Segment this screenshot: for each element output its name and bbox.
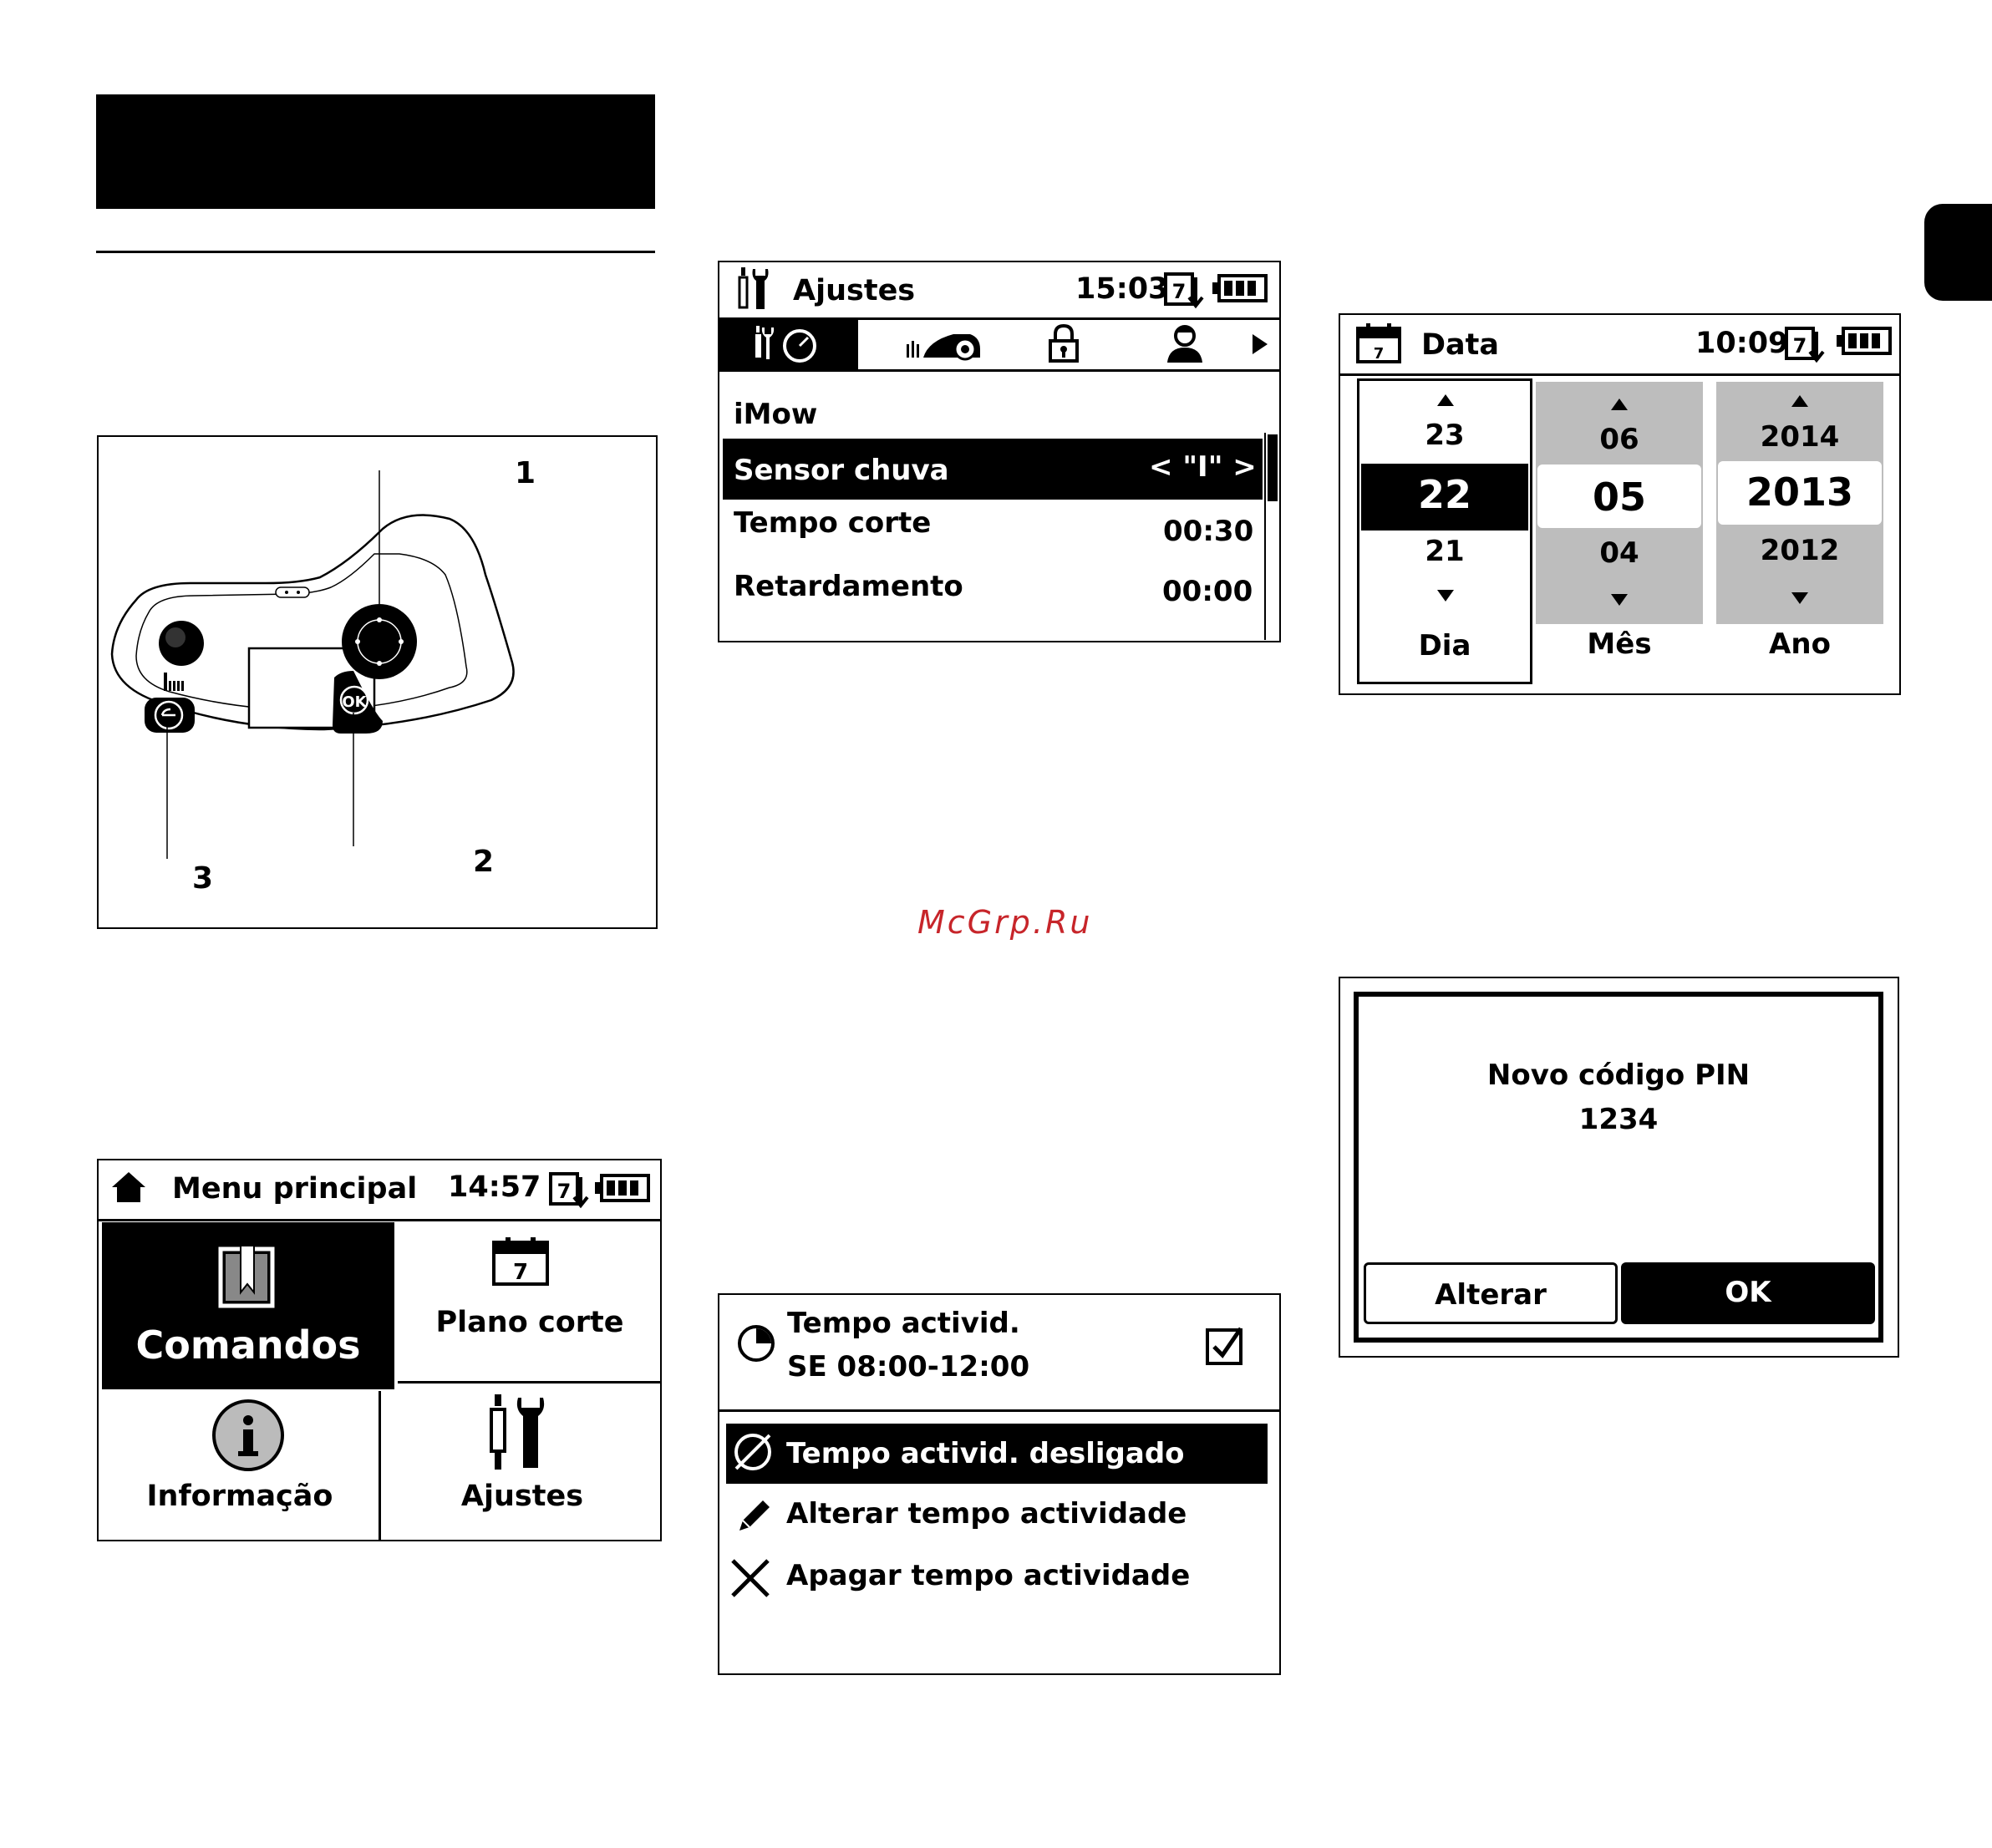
tile-ajustes[interactable] <box>383 1391 662 1540</box>
option-activity-off[interactable] <box>726 1424 1268 1484</box>
day-label: Dia <box>1418 629 1471 663</box>
main-menu-title-bar <box>99 1160 660 1221</box>
activity-header <box>719 1295 1279 1412</box>
clock-icon <box>736 1323 776 1363</box>
settings-scrollbar[interactable] <box>1264 433 1279 640</box>
date-title: Data <box>1421 328 1500 362</box>
activity-time-screen <box>718 1293 1281 1675</box>
option-label: Apagar tempo actividade <box>786 1559 1191 1592</box>
setting-row-tempo-corte[interactable] <box>723 501 1263 558</box>
callout-2: 2 <box>473 845 495 879</box>
calendar-sync-icon <box>1783 323 1825 365</box>
arrow-up-icon[interactable] <box>1436 393 1456 408</box>
day-selected: 22 <box>1417 472 1471 517</box>
change-button[interactable]: Alterar <box>1364 1262 1618 1324</box>
tile-plano-corte[interactable] <box>398 1222 662 1381</box>
svg-text:7: 7 <box>556 1180 572 1203</box>
option-change-activity[interactable] <box>726 1489 1268 1546</box>
setting-value: 00:00 <box>1162 575 1253 608</box>
year-selected: 2013 <box>1746 470 1854 515</box>
arrow-down-icon[interactable] <box>1436 588 1456 603</box>
svg-text:7: 7 <box>512 1260 529 1285</box>
main-menu-title: Menu principal <box>172 1172 418 1206</box>
tools-icon <box>486 1394 558 1471</box>
section-header-bar <box>96 94 655 209</box>
day-above: 23 <box>1425 419 1465 452</box>
option-label: Tempo activid. desligado <box>786 1437 1185 1470</box>
header-rule <box>96 251 655 253</box>
ok-button[interactable]: OK <box>1621 1262 1875 1324</box>
pencil-icon <box>734 1495 775 1536</box>
watermark: McGrp.Ru <box>917 904 1093 941</box>
tab-general-settings[interactable] <box>719 317 858 369</box>
settings-gauge-icon <box>753 326 828 363</box>
tile-informacao[interactable] <box>102 1391 378 1540</box>
tile-plano-corte-label: Plano corte <box>435 1306 624 1339</box>
svg-text:7: 7 <box>1792 334 1807 358</box>
battery-icon <box>1212 274 1268 302</box>
date-column-year[interactable] <box>1716 382 1883 624</box>
date-title-bar <box>1340 315 1899 376</box>
pin-code-screen <box>1339 977 1899 1358</box>
tab-dealer[interactable] <box>1164 322 1206 364</box>
info-icon <box>211 1398 286 1473</box>
chevron-right-icon[interactable] <box>1251 333 1269 356</box>
arrow-down-icon[interactable] <box>1790 591 1810 606</box>
tab-imow[interactable] <box>903 324 987 363</box>
activity-schedule: SE 08:00-12:00 <box>787 1350 1030 1383</box>
year-below: 2012 <box>1760 534 1840 567</box>
tile-comandos[interactable] <box>102 1222 394 1389</box>
checkbox-checked-icon[interactable] <box>1204 1325 1246 1367</box>
tile-informacao-label: Informação <box>146 1480 333 1513</box>
settings-screen <box>718 261 1281 642</box>
battery-icon <box>595 1174 650 1202</box>
main-menu-clock: 14:57 <box>448 1170 541 1204</box>
setting-row-sensor-chuva[interactable] <box>723 439 1263 500</box>
setting-row-retardamento[interactable] <box>723 561 1263 618</box>
tab-security[interactable] <box>1047 324 1080 363</box>
settings-title: Ajustes <box>793 274 916 307</box>
month-selected: 05 <box>1592 475 1646 520</box>
setting-label: Tempo corte <box>734 506 932 540</box>
scrollbar-thumb[interactable] <box>1268 434 1278 501</box>
tile-divider-h <box>398 1381 662 1383</box>
settings-title-bar <box>719 262 1279 320</box>
date-column-month[interactable] <box>1536 382 1703 624</box>
callout-3: 3 <box>192 861 214 896</box>
svg-text:7: 7 <box>1171 280 1187 303</box>
lock-icon <box>1047 324 1080 363</box>
book-icon <box>217 1246 276 1309</box>
tile-comandos-label: Comandos <box>135 1323 361 1368</box>
option-delete-activity[interactable] <box>726 1551 1268 1607</box>
calendar-icon <box>491 1237 550 1286</box>
settings-section-title: iMow <box>734 398 818 431</box>
pin-value: 1234 <box>1578 1103 1659 1136</box>
pin-message: Novo código PIN <box>1486 1059 1751 1092</box>
tools-icon <box>738 267 771 311</box>
setting-value: 00:30 <box>1163 515 1254 548</box>
month-below: 04 <box>1599 536 1639 570</box>
month-label: Mês <box>1587 627 1652 661</box>
control-dial <box>342 604 417 679</box>
arrow-up-icon[interactable] <box>1790 393 1810 409</box>
battery-icon <box>1837 327 1892 355</box>
settings-tab-strip <box>719 317 1279 372</box>
calendar-icon <box>1355 323 1402 363</box>
svg-text:7: 7 <box>1373 345 1385 363</box>
close-icon <box>729 1557 771 1599</box>
year-above: 2014 <box>1760 420 1840 454</box>
date-screen <box>1339 313 1901 695</box>
calendar-sync-icon <box>547 1169 589 1211</box>
clock-off-icon <box>731 1430 775 1474</box>
page-side-tab <box>1924 204 1992 301</box>
home-icon <box>110 1170 147 1204</box>
settings-clock: 15:03 <box>1075 272 1169 306</box>
date-clock: 10:09 <box>1695 327 1789 360</box>
option-label: Alterar tempo actividade <box>786 1497 1187 1531</box>
tile-divider-v <box>379 1391 381 1541</box>
mower-icon <box>903 324 987 363</box>
setting-label: Retardamento <box>734 570 963 603</box>
callout-1: 1 <box>515 456 536 490</box>
arrow-down-icon[interactable] <box>1609 592 1629 607</box>
main-menu-screen <box>97 1159 662 1541</box>
pin-dialog <box>1354 992 1883 1343</box>
date-column-day[interactable] <box>1357 378 1532 684</box>
setting-label: Sensor chuva <box>734 454 949 487</box>
user-icon <box>1164 322 1206 364</box>
setting-value: < "I" > <box>1149 450 1257 484</box>
calendar-sync-icon <box>1162 269 1204 311</box>
ok-button-label: OK <box>342 693 367 711</box>
month-above: 06 <box>1599 423 1639 456</box>
year-label: Ano <box>1769 627 1831 661</box>
tile-ajustes-label: Ajustes <box>460 1480 584 1513</box>
control-panel-drawing <box>99 437 656 927</box>
arrow-up-icon[interactable] <box>1609 397 1629 412</box>
day-below: 21 <box>1425 535 1465 568</box>
control-panel-figure <box>97 435 658 929</box>
activity-title: Tempo activid. <box>787 1307 1020 1340</box>
